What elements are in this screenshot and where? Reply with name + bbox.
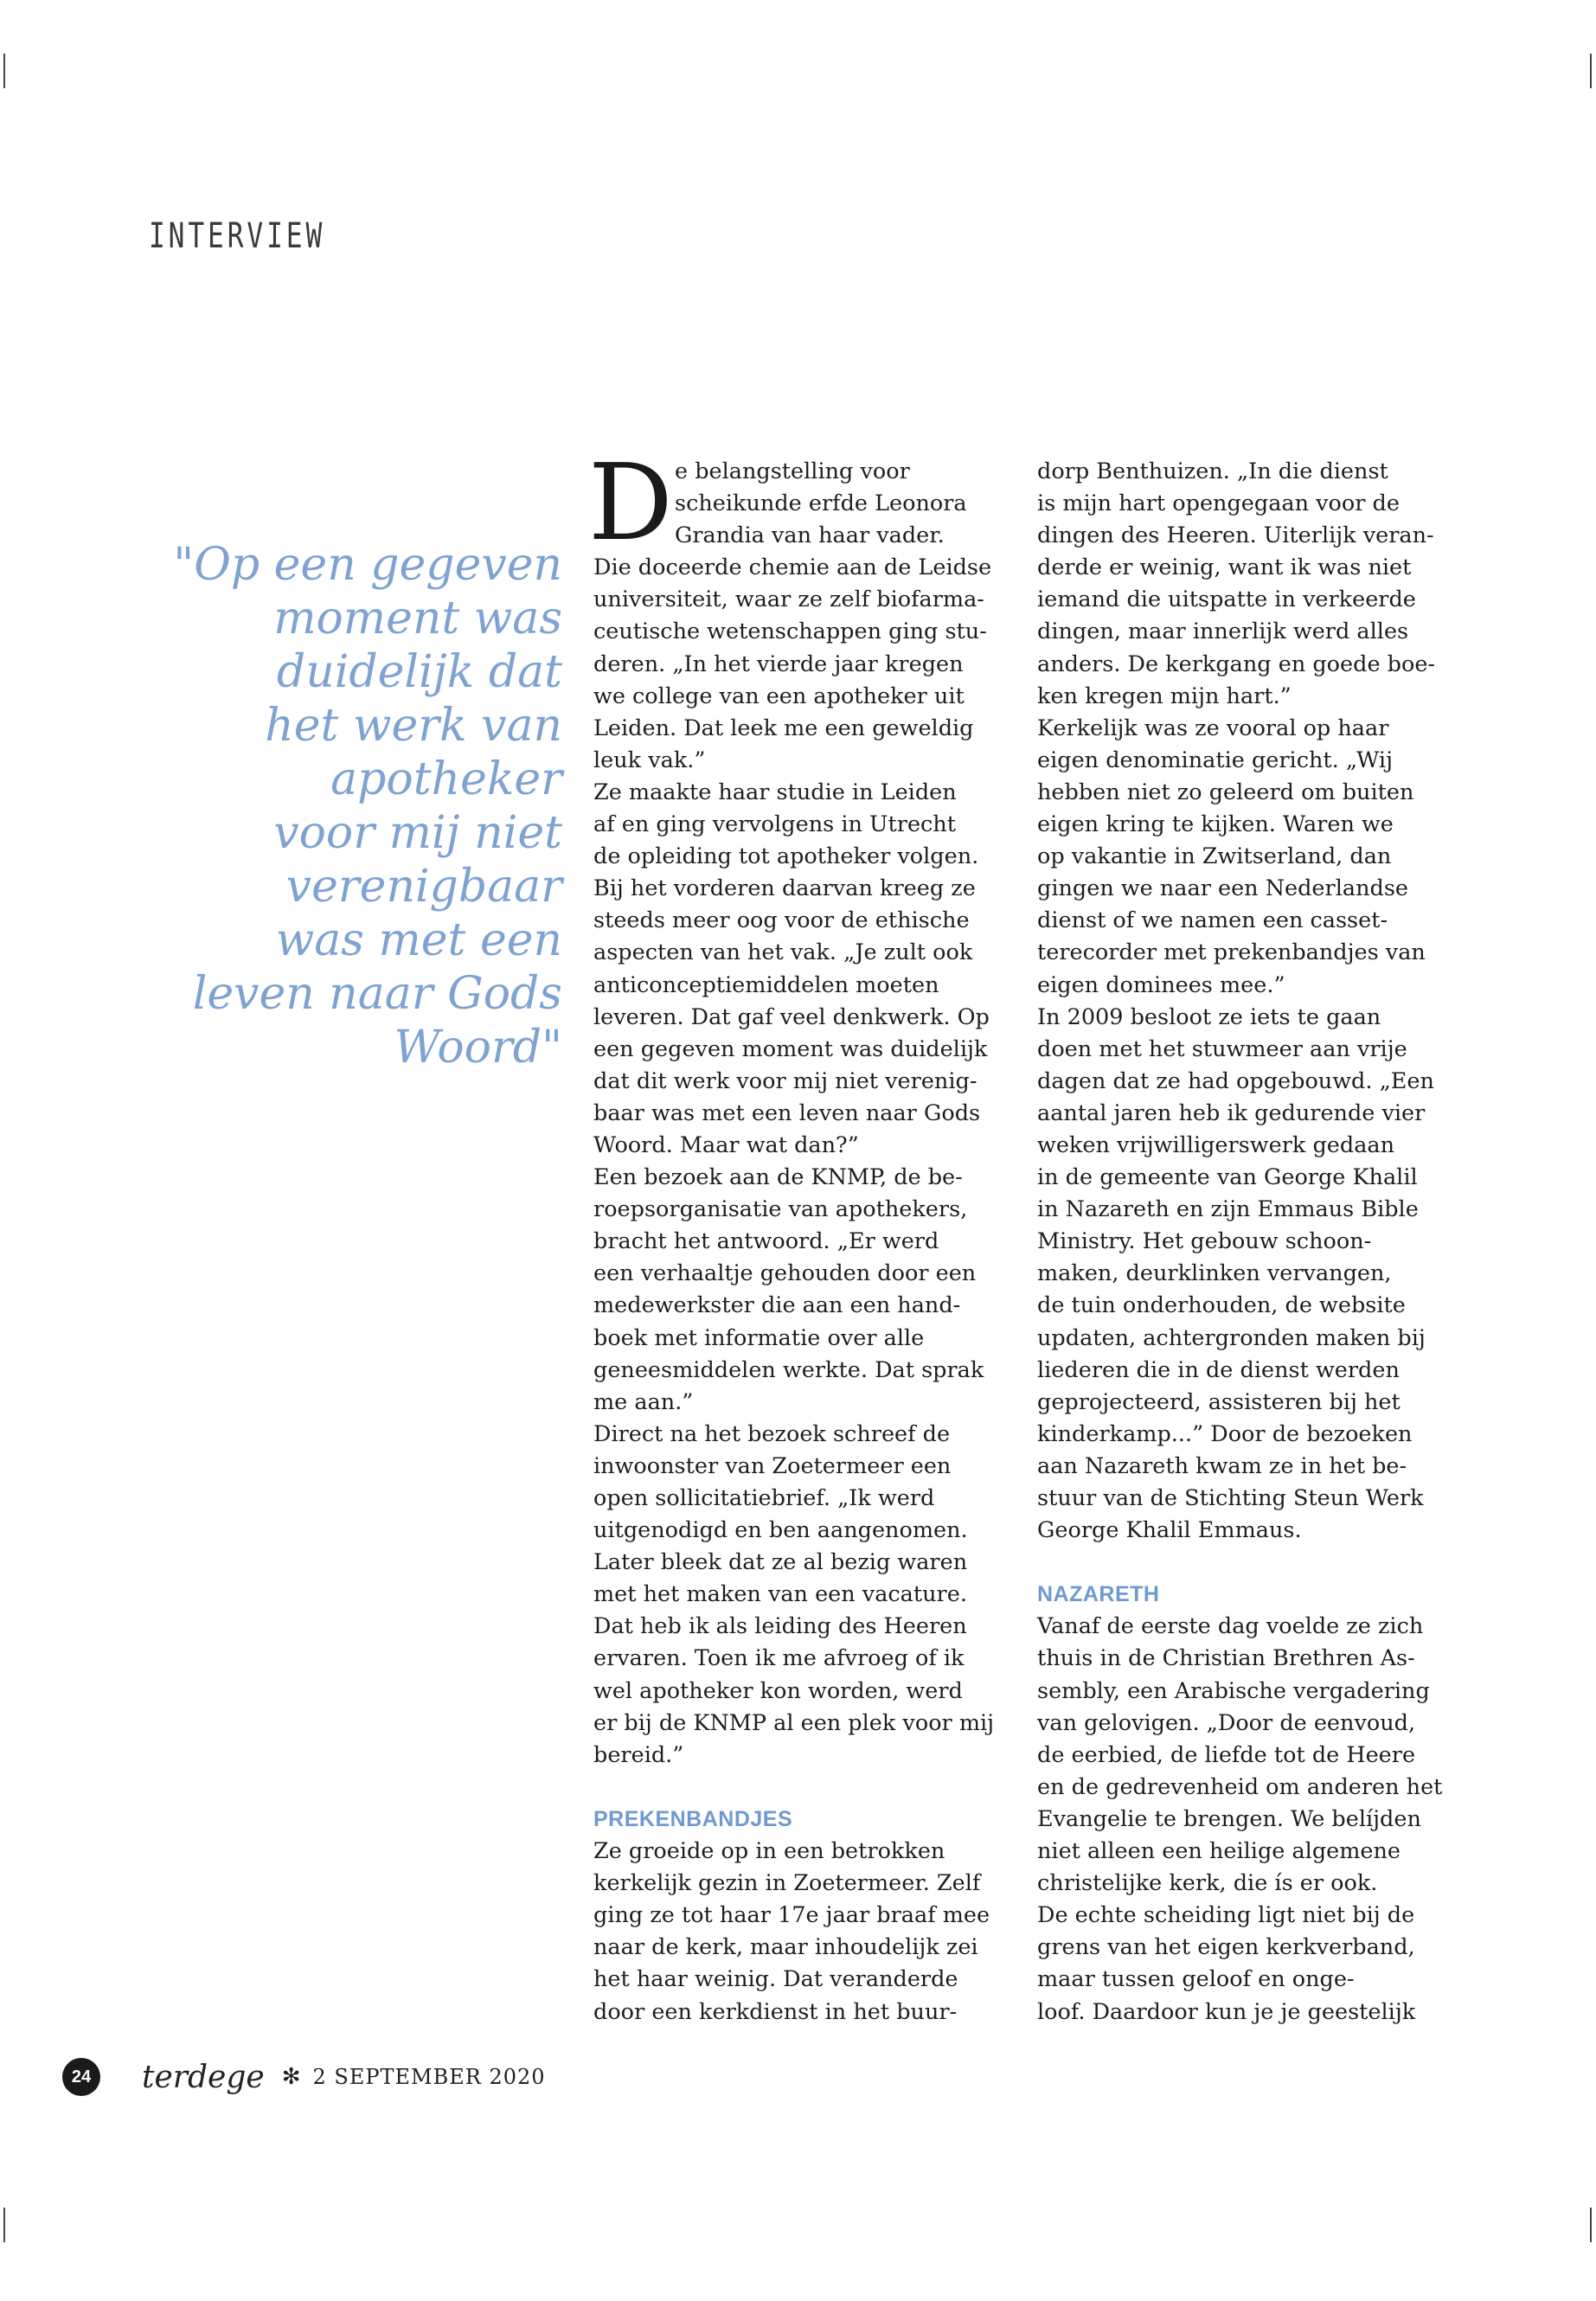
text-line: scheikunde erfde Leonora: [675, 490, 967, 517]
text-line: Bij het vorderen daarvan kreeg ze: [593, 875, 976, 902]
crop-mark-top-left: [3, 54, 5, 88]
text-line: open sollicitatiebrief. „Ik werd: [593, 1485, 935, 1511]
text-line: eigen kring te kijken. Waren we: [1037, 811, 1394, 838]
crop-mark-bottom-right: [1590, 2208, 1592, 2242]
text-line: Direct na het bezoek schreef de: [593, 1420, 951, 1447]
text-line: Grandia van haar vader.: [675, 522, 945, 549]
text-line: kerkelijk gezin in Zoetermeer. Zelf: [593, 1870, 981, 1897]
text-line: eigen dominees mee.”: [1037, 971, 1285, 998]
text-line: thuis in de Christian Brethren As-: [1037, 1645, 1415, 1672]
pull-quote-line: voor mij niet: [273, 807, 562, 859]
text-line: doen met het stuwmeer aan vrije: [1037, 1035, 1407, 1062]
text-line: in de gemeente van George Khalil: [1037, 1164, 1418, 1191]
text-line: in Nazareth en zijn Emmaus Bible: [1037, 1196, 1419, 1223]
text-line: inwoonster van Zoetermeer een: [593, 1452, 952, 1479]
text-line: Later bleek dat ze al bezig waren: [593, 1549, 968, 1576]
text-line: grens van het eigen kerkverband,: [1037, 1934, 1415, 1961]
text-line: anticonceptiemiddelen moeten: [593, 971, 939, 998]
crop-mark-top-right: [1590, 54, 1592, 88]
text-line: hebben niet zo geleerd om buiten: [1037, 779, 1414, 805]
text-line: de opleiding tot apotheker volgen.: [593, 843, 979, 870]
text-line: weken vrijwilligerswerk gedaan: [1037, 1131, 1395, 1158]
text-line: stuur van de Stichting Steun Werk: [1037, 1485, 1424, 1511]
text-line: een gegeven moment was duidelijk: [593, 1035, 988, 1062]
text-line: liederen die in de dienst werden: [1037, 1356, 1400, 1383]
page-footer: [62, 2057, 546, 2097]
text-line: leuk vak.”: [593, 747, 706, 773]
text-line: Evangelie te brengen. We belíjden: [1037, 1805, 1421, 1832]
pull-quote-line: "Op een gegeven: [173, 539, 562, 591]
text-line: dingen des Heeren. Uiterlijk veran-: [1037, 522, 1434, 549]
subheading-nazareth: NAZARETH: [1037, 1582, 1160, 1607]
pull-quote: [156, 538, 562, 1074]
text-line: ken kregen mijn hart.”: [1037, 683, 1292, 709]
text-line: medewerkster die aan een hand-: [593, 1292, 961, 1319]
pull-quote-line: moment was: [273, 593, 562, 644]
text-line: maar tussen geloof en onge-: [1037, 1966, 1355, 1993]
asterisk-icon: ✻: [281, 2064, 301, 2090]
text-line: aantal jaren heb ik gedurende vier: [1037, 1099, 1426, 1126]
pull-quote-line: Woord": [394, 1022, 562, 1074]
text-line: met het maken van een vacature.: [593, 1581, 967, 1608]
text-line: maken, deurklinken vervangen,: [1037, 1260, 1392, 1287]
text-line: dienst of we namen een casset-: [1037, 907, 1388, 934]
text-line: door een kerkdienst in het buur-: [593, 1998, 958, 2025]
text-line: me aan.”: [593, 1388, 694, 1415]
text-line: loof. Daardoor kun je je geestelijk: [1037, 1998, 1416, 2025]
text-line: dat dit werk voor mij niet verenig-: [593, 1067, 977, 1094]
text-line: steeds meer oog voor de ethische: [593, 907, 970, 934]
pull-quote-line: het werk van: [265, 700, 562, 752]
text-line: anders. De kerkgang en goede boe-: [1037, 651, 1436, 677]
text-line: een verhaaltje gehouden door een: [593, 1260, 977, 1287]
section-label: INTERVIEW: [149, 216, 326, 256]
text-line: deren. „In het vierde jaar kregen: [593, 651, 964, 677]
text-line: Ze groeide op in een betrokken: [593, 1838, 945, 1865]
text-line: aspecten van het vak. „Je zult ook: [593, 939, 973, 966]
text-line: terecorder met prekenbandjes van: [1037, 939, 1426, 966]
text-line: In 2009 besloot ze iets te gaan: [1037, 1003, 1381, 1030]
text-line: christelijke kerk, die ís er ook.: [1037, 1870, 1378, 1897]
issue-date: 2 SEPTEMBER 2020: [312, 2065, 546, 2089]
text-line: Die doceerde chemie aan de Leidse: [593, 554, 992, 581]
text-line: van gelovigen. „Door de eenvoud,: [1037, 1709, 1416, 1736]
magazine-logo: terdege: [142, 2059, 265, 2095]
text-line: en de gedrevenheid om anderen het: [1037, 1773, 1443, 1800]
text-line: George Khalil Emmaus.: [1037, 1517, 1302, 1544]
text-line: bracht het antwoord. „Er werd: [593, 1228, 939, 1255]
page-number: 24: [62, 2058, 100, 2096]
text-line: e belangstelling voor: [675, 458, 910, 484]
text-line: boek met informatie over alle: [593, 1324, 925, 1351]
text-line: leveren. Dat gaf veel denkwerk. Op: [593, 1003, 990, 1030]
text-line: gingen we naar een Nederlandse: [1037, 875, 1408, 902]
text-line: Dat heb ik als leiding des Heeren: [593, 1613, 967, 1640]
text-line: universiteit, waar ze zelf biofarma-: [593, 586, 984, 613]
text-line: eigen denominatie gericht. „Wij: [1037, 747, 1393, 773]
text-line: dagen dat ze had opgebouwd. „Een: [1037, 1067, 1434, 1094]
text-line: op vakantie in Zwitserland, dan: [1037, 843, 1392, 870]
text-line: geprojecteerd, assisteren bij het: [1037, 1388, 1401, 1415]
text-line: is mijn hart opengegaan voor de: [1037, 490, 1400, 517]
crop-mark-bottom-left: [3, 2208, 5, 2242]
pull-quote-line: apotheker: [330, 753, 562, 805]
text-line: ceutische wetenschappen ging stu-: [593, 619, 987, 645]
text-line: roepsorganisatie van apothekers,: [593, 1196, 968, 1223]
text-line: wel apotheker kon worden, werd: [593, 1677, 963, 1704]
text-line: de tuin onderhouden, de website: [1037, 1292, 1406, 1319]
text-line: de eerbied, de liefde tot de Heere: [1037, 1741, 1416, 1768]
text-line: sembly, een Arabische vergadering: [1037, 1677, 1430, 1704]
text-line: het haar weinig. Dat veranderde: [593, 1966, 958, 1993]
text-line: Woord. Maar wat dan?”: [593, 1131, 859, 1158]
text-line: ging ze tot haar 17e jaar braaf mee: [593, 1902, 990, 1929]
subheading-prekenbandjes: PREKENBANDJES: [593, 1806, 793, 1831]
text-line: Ministry. Het gebouw schoon-: [1037, 1228, 1372, 1255]
text-line: niet alleen een heilige algemene: [1037, 1838, 1401, 1865]
article-column-2: [1037, 456, 1470, 2029]
text-line: naar de kerk, maar inhoudelijk zei: [593, 1934, 978, 1961]
text-line: ervaren. Toen ik me afvroeg of ik: [593, 1645, 965, 1672]
pull-quote-line: duidelijk dat: [276, 646, 562, 698]
text-line: De echte scheiding ligt niet bij de: [1037, 1902, 1415, 1929]
text-line: updaten, achtergronden maken bij: [1037, 1324, 1426, 1351]
pull-quote-line: was met een: [275, 914, 562, 966]
text-line: Een bezoek aan de KNMP, de be-: [593, 1164, 963, 1191]
text-line: Vanaf de eerste dag voelde ze zich: [1037, 1613, 1424, 1640]
text-line: we college van een apotheker uit: [593, 683, 965, 709]
text-line: geneesmiddelen werkte. Dat sprak: [593, 1356, 984, 1383]
text-line: dingen, maar innerlijk werd alles: [1037, 619, 1409, 645]
text-line: aan Nazareth kwam ze in het be-: [1037, 1452, 1407, 1479]
text-line: Kerkelijk was ze vooral op haar: [1037, 715, 1389, 741]
text-line: iemand die uitspatte in verkeerde: [1037, 586, 1416, 613]
text-line: er bij de KNMP al een plek voor mij: [593, 1709, 995, 1736]
text-line: Ze maakte haar studie in Leiden: [593, 779, 957, 805]
text-line: af en ging vervolgens in Utrecht: [593, 811, 956, 838]
text-line: bereid.”: [593, 1741, 684, 1768]
text-line: derde er weinig, want ik was niet: [1037, 554, 1412, 581]
drop-cap: D: [588, 441, 673, 564]
text-line: Leiden. Dat leek me een geweldig: [593, 715, 974, 741]
text-line: kinderkamp...” Door de bezoeken: [1037, 1420, 1413, 1447]
article-column-1: [593, 456, 1026, 2029]
text-line: uitgenodigd en ben aangenomen.: [593, 1517, 968, 1544]
pull-quote-line: leven naar Gods: [192, 968, 562, 1020]
text-line: baar was met een leven naar Gods: [593, 1099, 981, 1126]
pull-quote-line: verenigbaar: [285, 861, 562, 913]
text-line: dorp Benthuizen. „In die dienst: [1037, 458, 1388, 484]
